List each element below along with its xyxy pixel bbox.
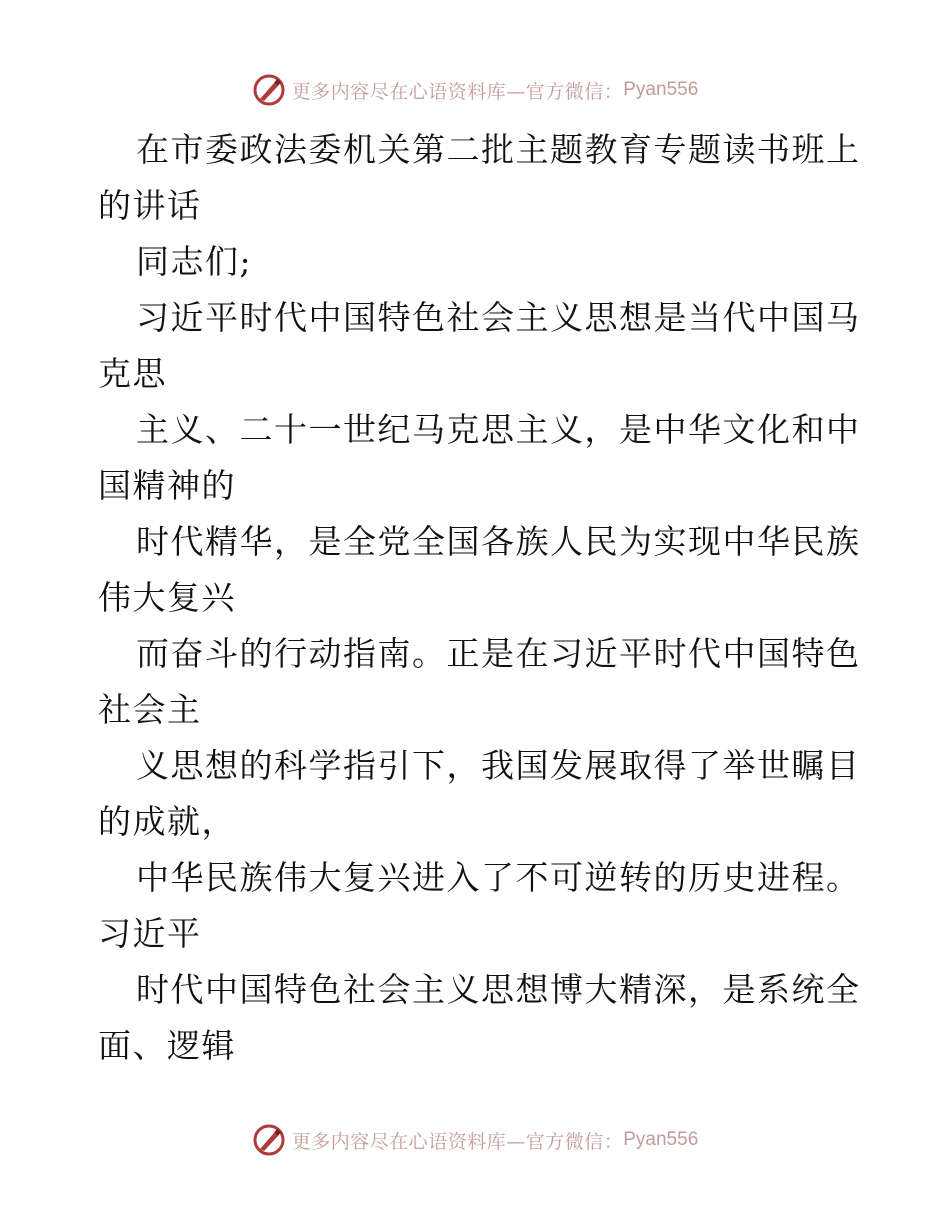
paragraph-first-line: 同志们; xyxy=(136,242,253,281)
paragraph-continuation: 克思 xyxy=(98,354,167,393)
paragraph xyxy=(98,850,868,962)
paragraph-salutation xyxy=(98,234,868,290)
paragraph-first-line: 时代中国特色社会主义思想博大精深，是系统全 xyxy=(136,970,861,1009)
paragraph-continuation: 的成就， xyxy=(98,802,236,841)
paragraph-continuation: 国精神的 xyxy=(98,466,236,505)
paragraph xyxy=(98,962,868,1074)
paragraph xyxy=(98,514,868,626)
paragraph xyxy=(98,738,868,850)
paragraph-continuation: 的讲话 xyxy=(98,186,202,225)
pen-logo-icon xyxy=(252,1123,286,1157)
paragraph-first-line: 中华民族伟大复兴进入了不可逆转的历史进程。 xyxy=(136,858,861,897)
paragraph-continuation: 社会主 xyxy=(98,690,202,729)
paragraph-first-line: 时代精华，是全党全国各族人民为实现中华民族 xyxy=(136,522,861,561)
banner-wechat-id: Pyan556 xyxy=(623,79,699,100)
banner-text: 更多内容尽在心语资料库—官方微信： xyxy=(291,1130,624,1153)
pen-logo-icon xyxy=(252,73,286,107)
footer-banner xyxy=(0,1120,950,1160)
paragraph-first-line: 而奋斗的行动指南。正是在习近平时代中国特色 xyxy=(136,634,861,673)
document-body xyxy=(98,122,868,1074)
paragraph-continuation: 伟大复兴 xyxy=(98,578,236,617)
header-banner xyxy=(0,70,950,110)
paragraph-first-line: 在市委政法委机关第二批主题教育专题读书班上 xyxy=(136,130,861,169)
paragraph-first-line: 主义、二十一世纪马克思主义，是中华文化和中 xyxy=(136,410,861,449)
paragraph xyxy=(98,402,868,514)
paragraph-continuation: 面、逻辑 xyxy=(98,1026,236,1065)
paragraph-continuation: 习近平 xyxy=(98,914,202,953)
paragraph-first-line: 义思想的科学指引下，我国发展取得了举世瞩目 xyxy=(136,746,861,785)
banner-wechat-id: Pyan556 xyxy=(623,1129,699,1150)
paragraph-title xyxy=(98,122,868,234)
paragraph-first-line: 习近平时代中国特色社会主义思想是当代中国马 xyxy=(136,298,861,337)
banner-text: 更多内容尽在心语资料库—官方微信： xyxy=(291,80,624,103)
paragraph xyxy=(98,626,868,738)
paragraph xyxy=(98,290,868,402)
